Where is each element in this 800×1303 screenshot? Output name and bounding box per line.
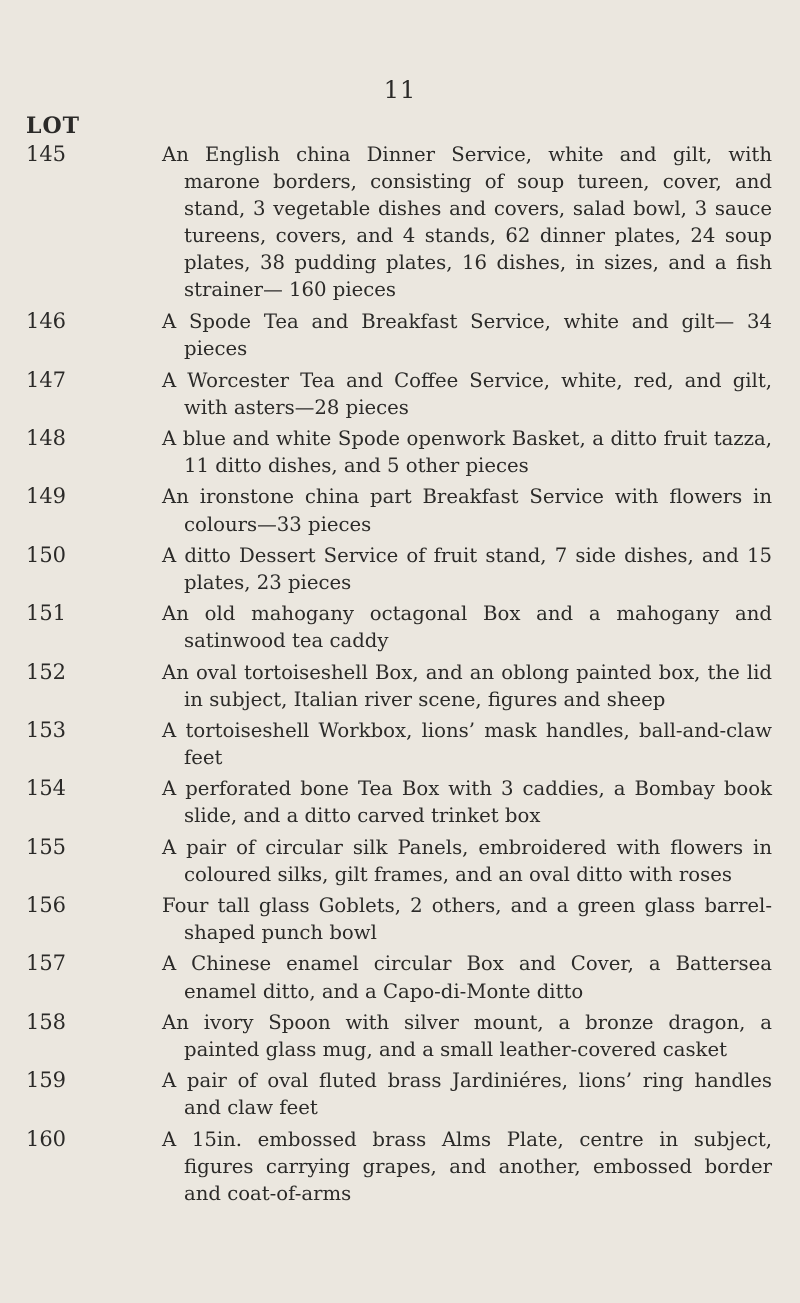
lot-description: A perforated bone Tea Box with 3 caddies, a Bombay book slide, and a ditto carved trinket box xyxy=(162,777,772,828)
lot-number: 149 xyxy=(26,484,67,509)
lot-number: 153 xyxy=(26,717,67,742)
lot-description: An English china Dinner Service, white and gilt, with marone borders, consisting of soup tureen, cover, and stand, 3 vegetable dishes and covers, salad bowl, 3 sauce tureens, covers, and 4 stands, 62 dinner plates, 24 soup plates, 38 pudding plates, 16 dishes, in sizes, and a fish strainer— 160 pieces xyxy=(162,143,772,302)
lot-number: 147 xyxy=(26,367,67,392)
lot-description: A Chinese enamel circular Box and Cover, a Battersea enamel ditto, and a Capo-di-Monte ditto xyxy=(162,952,772,1003)
lot-number: 160 xyxy=(26,1126,67,1151)
lot-description: A tortoiseshell Workbox, lions’ mask handles, ball-and-claw feet xyxy=(162,718,772,770)
lot-number: 155 xyxy=(26,834,67,859)
lot-number: 154 xyxy=(26,776,67,801)
lot-description: An ironstone china part Breakfast Service with flowers in colours—33 pieces xyxy=(162,485,772,536)
lot-number: 148 xyxy=(26,426,67,451)
lot-description: An ivory Spoon with silver mount, a bronze dragon, a painted glass mug, and a small leather-covered casket xyxy=(162,1010,772,1061)
lot-description: Four tall glass Goblets, 2 others, and a green glass barrel-shaped punch bowl xyxy=(162,894,772,945)
lot-number: 145 xyxy=(26,142,67,166)
lot-description: A blue and white Spode openwork Basket, a ditto fruit tazza, 11 ditto dishes, and 5 other pieces xyxy=(162,427,772,478)
lot-description: An old mahogany octagonal Box and a mahogany and satinwood tea caddy xyxy=(162,602,772,653)
lot-number: 150 xyxy=(26,542,67,567)
lot-column-header: LOT xyxy=(26,113,81,139)
lot-description: A pair of circular silk Panels, embroidered with flowers in coloured silks, gilt frames, and an oval ditto with roses xyxy=(162,835,772,886)
lot-description: An oval tortoiseshell Box, and an oblong painted box, the lid in subject, Italian river scene, figures and sheep xyxy=(162,660,772,711)
lot-description: A pair of oval fluted brass Jardiniéres, lions’ ring handles and claw feet xyxy=(162,1069,772,1120)
lot-number: 152 xyxy=(26,659,67,684)
lot-description: A Spode Tea and Breakfast Service, white and gilt— 34 pieces xyxy=(162,310,772,361)
lot-number: 156 xyxy=(26,893,67,918)
lot-description: A ditto Dessert Service of fruit stand, 7 side dishes, and 15 plates, 23 pieces xyxy=(162,543,772,594)
lot-number: 158 xyxy=(26,1009,67,1034)
lot-number: 151 xyxy=(26,601,67,626)
lot-number: 159 xyxy=(26,1068,67,1093)
lot-number: 157 xyxy=(26,951,67,976)
lot-description: A 15in. embossed brass Alms Plate, centre in subject, figures carrying grapes, and another, embossed border and coat-of-arms xyxy=(162,1127,772,1205)
page-number: 11 xyxy=(383,76,417,104)
lot-number: 146 xyxy=(26,309,67,334)
lot-description: A Worcester Tea and Coffee Service, white, red, and gilt, with asters—28 pieces xyxy=(162,368,772,419)
